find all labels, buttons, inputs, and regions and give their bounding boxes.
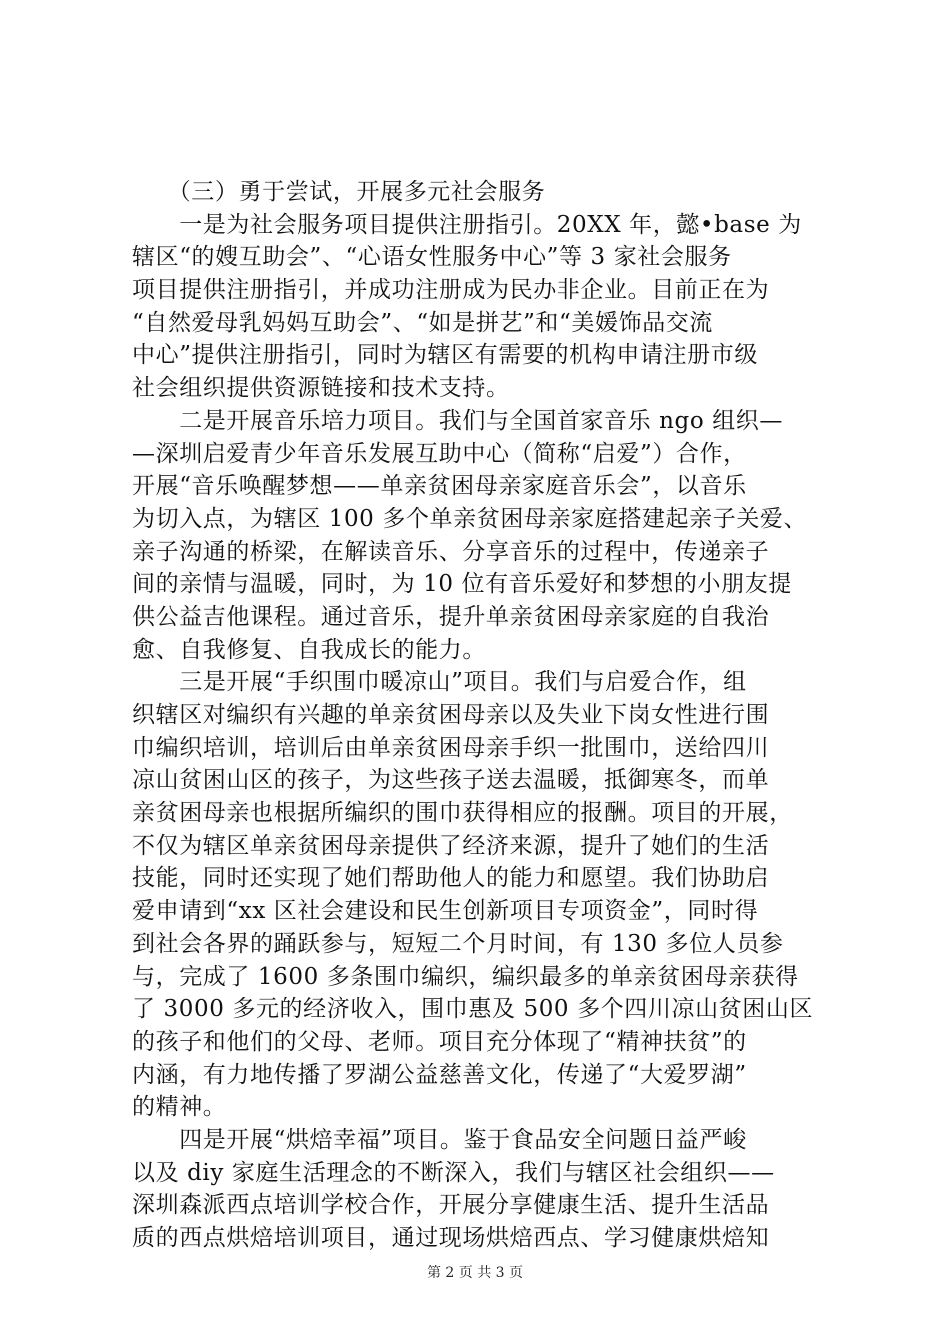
text-line: 亲贫困母亲也根据所编织的围巾获得相应的报酬。项目的开展， (132, 800, 793, 827)
text-line: 为切入点，为辖区 100 多个单亲贫困母亲家庭搭建起亲子关爱、 (132, 505, 808, 532)
text-line: 质的西点烘焙培训项目，通过现场烘焙西点、学习健康烘焙知 (132, 1225, 770, 1251)
page-footer: 第 2 页 共 3 页 (426, 1265, 524, 1281)
text-line: 了 3000 多元的经济收入，围巾惠及 500 多个四川凉山贫困山区 (132, 996, 814, 1023)
text-line: 间的亲情与温暖，同时，为 10 位有音乐爱好和梦想的小朋友提 (132, 571, 792, 598)
text-line: —深圳启爱青少年音乐发展互助中心（简称“启爱”）合作， (132, 440, 747, 467)
text-line: 不仅为辖区单亲贫困母亲提供了经济来源，提升了她们的生活 (132, 832, 770, 859)
text-line: 供公益吉他课程。通过音乐，提升单亲贫困母亲家庭的自我治 (132, 603, 770, 630)
text-line: 以及 diy 家庭生活理念的不断深入，我们与辖区社会组织—— (132, 1159, 775, 1186)
text-line: 亲子沟通的桥梁，在解读音乐、分享音乐的过程中，传递亲子 (132, 538, 770, 565)
text-line: 的精神。 (132, 1094, 227, 1121)
text-line: 织辖区对编织有兴趣的单亲贫困母亲以及失业下岗女性进行围 (132, 702, 770, 728)
text-line: 巾编织培训，培训后由单亲贫困母亲手织一批围巾，送给四川 (132, 734, 770, 761)
text-line: “自然爱母乳妈妈互助会”、“如是拼艺”和“美媛饰品交流 (132, 309, 713, 336)
text-line: 中心”提供注册指引，同时为辖区有需要的机构申请注册市级 (132, 342, 758, 369)
text-line: 项目提供注册指引，并成功注册成为民办非企业。目前正在为 (132, 277, 770, 304)
text-line: 凉山贫困山区的孩子，为这些孩子送去温暖，抵御寒冬，而单 (132, 767, 770, 794)
text-line: 社会组织提供资源链接和技术支持。 (132, 375, 510, 402)
text-line: 内涵，有力地传播了罗湖公益慈善文化，传递了“大爱罗湖” (132, 1061, 747, 1088)
text-line: 的孩子和他们的父母、老师。项目充分体现了“精神扶贫”的 (132, 1028, 747, 1055)
text-line: 一是为社会服务项目提供注册指引。20XX 年，懿•base 为 (132, 211, 802, 238)
text-line: （三）勇于尝试，开展多元社会服务 (132, 179, 546, 205)
text-line: 技能，同时还实现了她们帮助他人的能力和愿望。我们协助启 (132, 865, 770, 892)
text-line: 愈、自我修复、自我成长的能力。 (132, 636, 486, 663)
text-line: 三是开展“手织围巾暖凉山”项目。我们与启爱合作，组 (132, 669, 747, 696)
text-line: 二是开展音乐培力项目。我们与全国首家音乐 ngo 组织— (132, 407, 784, 434)
text-line: 辖区“的嫂互助会”、“心语女性服务中心”等 3 家社会服务 (132, 244, 732, 271)
text-line: 与，完成了 1600 多条围巾编织，编织最多的单亲贫困母亲获得 (132, 963, 799, 990)
text-line: 爱申请到“xx 区社会建设和民生创新项目专项资金”，同时得 (132, 898, 759, 925)
text-line: 开展“音乐唤醒梦想——单亲贫困母亲家庭音乐会”，以音乐 (132, 473, 747, 500)
text-line: 深圳森派西点培训学校合作，开展分享健康生活、提升生活品 (132, 1192, 770, 1219)
document-body (132, 176, 832, 1255)
text-line: 四是开展“烘焙幸福”项目。鉴于食品安全问题日益严峻 (132, 1126, 747, 1153)
text-line: 到社会各界的踊跃参与，短短二个月时间，有 130 多位人员参 (132, 930, 784, 957)
